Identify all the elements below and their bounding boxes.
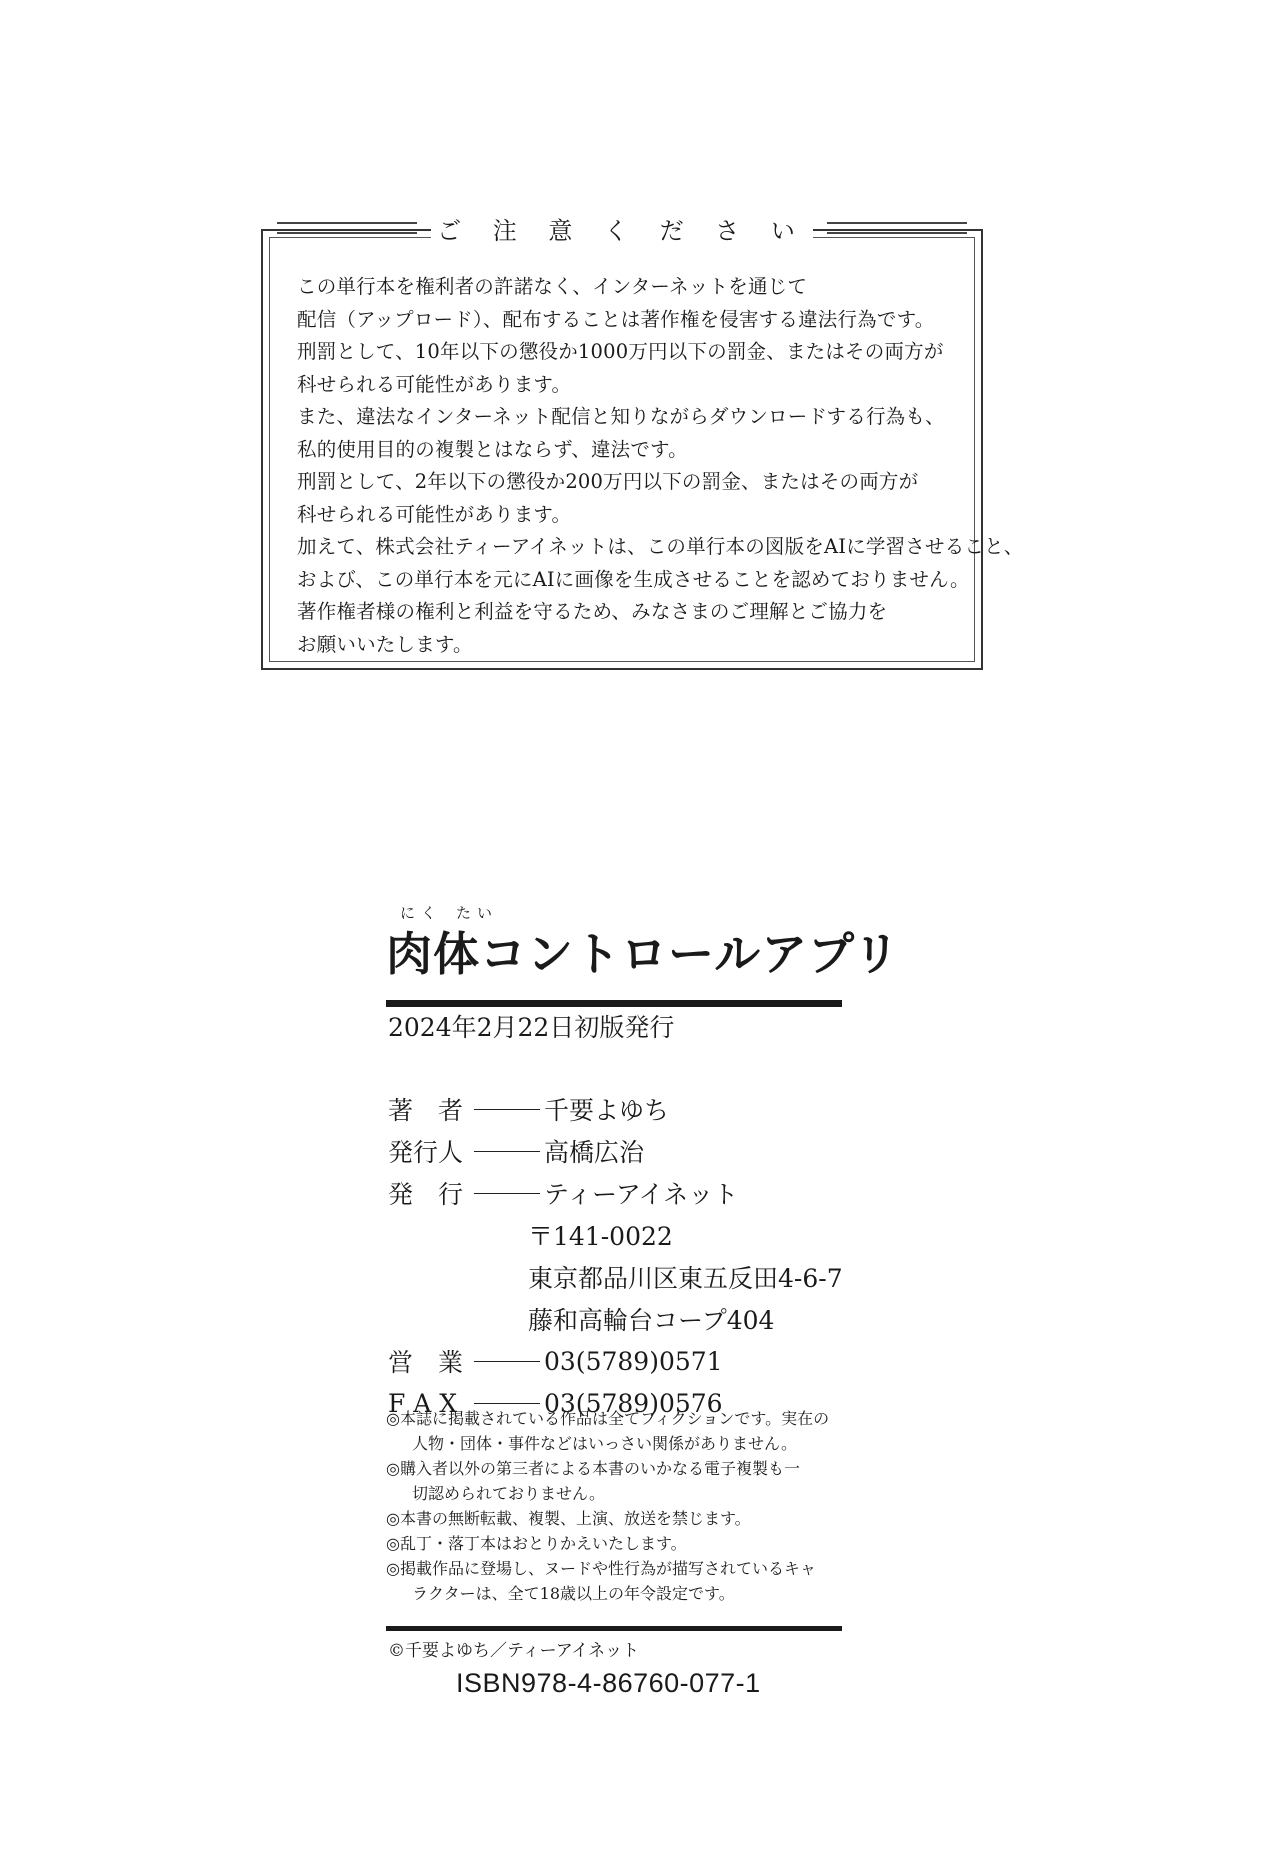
note-line: ラクターは、全て18歳以上の年令設定です。 [412, 1584, 735, 1603]
notice-line: 配信（アップロード）、配布することは著作権を侵害する違法行為です。 [297, 307, 935, 331]
address-line-2: 藤和高輪台コープ404 [528, 1306, 775, 1335]
publisher-person-label: 発行人 [388, 1138, 464, 1167]
publisher-row [388, 1172, 843, 1214]
book-title: 肉体コントロールアプリ [386, 927, 901, 981]
publisher-person-row [388, 1130, 843, 1172]
publisher-name: ティーアイネット [544, 1180, 739, 1209]
note-line: 人物・団体・事件などはいっさい関係がありません。 [412, 1434, 797, 1453]
legal-notes [386, 1406, 846, 1606]
notice-header [263, 211, 981, 245]
notice-line: 科せられる可能性があります。 [297, 372, 572, 396]
dash-rule [474, 1109, 540, 1110]
notice-line: 加えて、株式会社ティーアイネットは、この単行本の図版をAIに学習させること、 [297, 535, 1024, 558]
note-line: ◎本書の無断転載、複製、上演、放送を禁じます。 [386, 1509, 751, 1528]
title-rule [386, 1000, 842, 1007]
notice-line: 刑罰として、2年以下の懲役か200万円以下の罰金、またはその両方が [297, 470, 919, 493]
postal-row [388, 1214, 843, 1256]
notice-box [261, 216, 1024, 670]
author-label: 著 者 [388, 1096, 464, 1125]
dash-rule [474, 1403, 540, 1404]
address-row-1 [388, 1256, 843, 1298]
bottom-rule [386, 1626, 842, 1631]
dash-rule [474, 1193, 540, 1194]
publisher-label: 発 行 [388, 1180, 464, 1209]
notice-body [297, 271, 1024, 661]
ruby-niku: にく [400, 904, 443, 922]
publisher-person-name: 高橋広治 [544, 1138, 645, 1167]
address-line-1: 東京都品川区東五反田4-6-7 [528, 1264, 843, 1293]
fax-number: 03(5789)0576 [544, 1388, 723, 1418]
copyright: ©千要よゆち／ティーアイネット [388, 1641, 640, 1661]
notice-line: お願いいたします。 [297, 632, 473, 656]
notice-header-ornament-right [827, 222, 967, 234]
note-line: ◎掲載作品に登場し、ヌードや性行為が描写されているキャ [386, 1559, 816, 1578]
notice-line: 私的使用目的の複製とはならず、違法です。 [297, 437, 688, 461]
publication-date: 2024年2月22日初版発行 [388, 1013, 675, 1042]
dash-rule [474, 1151, 540, 1152]
notice-line: また、違法なインターネット配信と知りながらダウンロードする行為も、 [297, 405, 945, 428]
author-name: 千要よゆち [544, 1096, 670, 1125]
address-row-2 [388, 1298, 843, 1340]
note-line: ◎購入者以外の第三者による本書のいかなる電子複製も一 [386, 1459, 800, 1478]
sales-label: 営 業 [388, 1348, 464, 1377]
notice-line: および、この単行本を元にAIに画像を生成させることを認めておりません。 [297, 567, 970, 591]
author-row [388, 1088, 843, 1130]
dash-rule [474, 1361, 540, 1362]
colophon-info [388, 1088, 843, 1424]
notice-header-ornament-left [277, 222, 417, 234]
sales-row [388, 1340, 843, 1382]
sales-phone: 03(5789)0571 [544, 1346, 723, 1376]
notice-line: この単行本を権利者の許諾なく、インターネットを通じて [297, 275, 808, 298]
note-line: ◎本誌に掲載されている作品は全てフィクションです。実在の [386, 1409, 830, 1428]
note-line: 切認められておりません。 [412, 1484, 605, 1503]
notice-line: 刑罰として、10年以下の懲役か1000万円以下の罰金、またはその両方が [297, 340, 944, 363]
notice-line: 科せられる可能性があります。 [297, 502, 572, 526]
fax-label: F A X [388, 1388, 458, 1418]
note-line: ◎乱丁・落丁本はおとりかえいたします。 [386, 1534, 687, 1553]
notice-title: ご 注 意 く だ さ い [431, 211, 813, 246]
isbn: ISBN978-4-86760-077-1 [456, 1668, 761, 1698]
ruby-tai: たい [456, 904, 499, 922]
postal-code: 〒141-0022 [528, 1222, 673, 1251]
notice-line: 著作権者様の権利と利益を守るため、みなさまのご理解とご協力を [297, 600, 888, 623]
